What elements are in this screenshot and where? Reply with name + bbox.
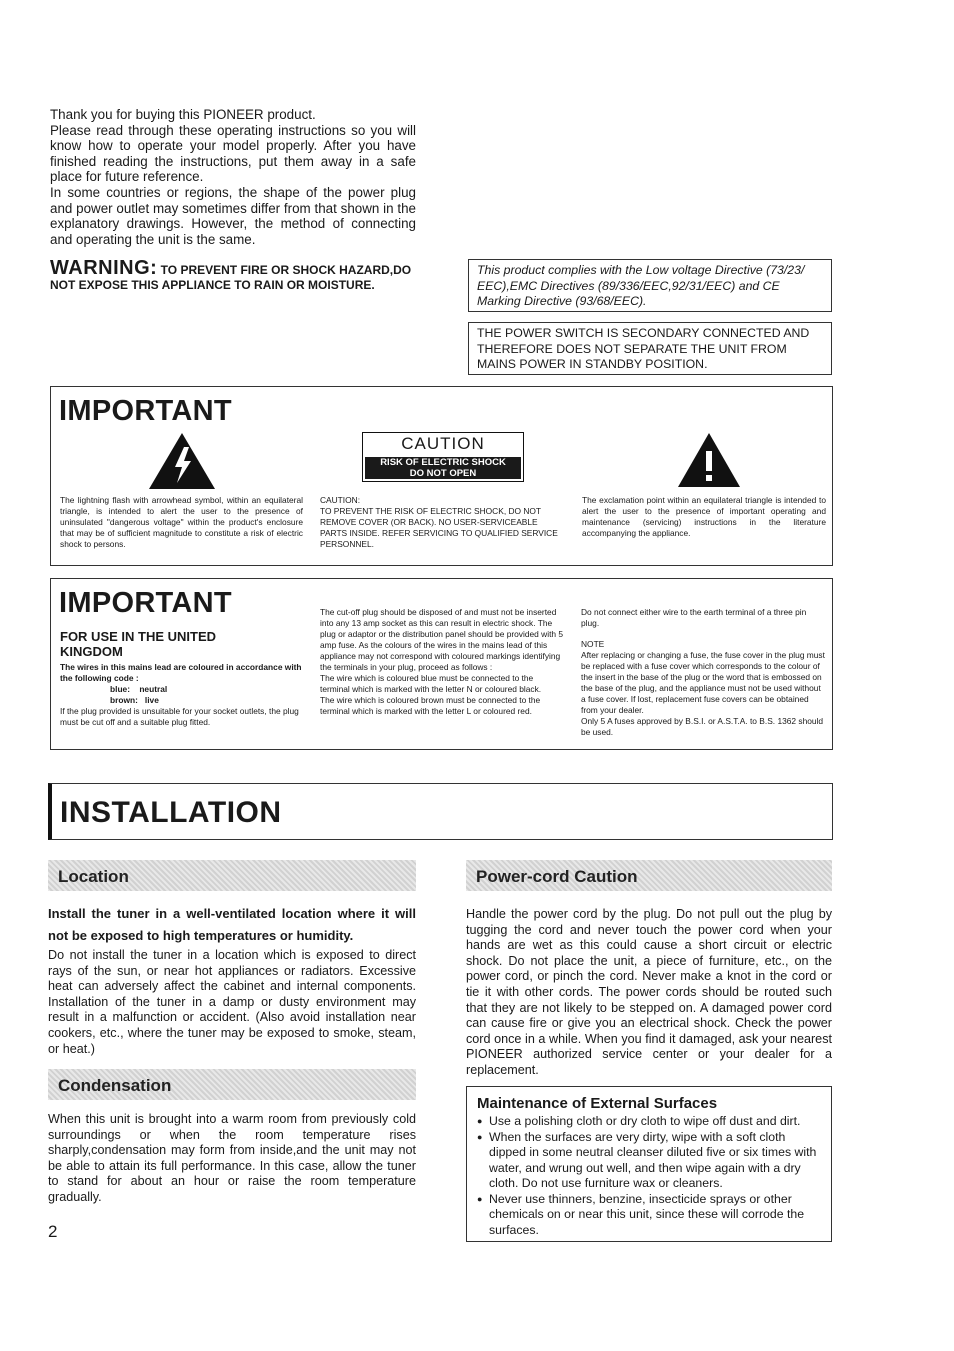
plug-unsuitable-text: If the plug provided is unsuitable for your socket outlets, the plug must be cut off and a suitable plug fitted. (60, 706, 299, 727)
brown-wire-text: The wire which is coloured brown must be connected to the terminal which is marked with the letter L or coloured red. (320, 695, 541, 716)
important-title: IMPORTANT (59, 395, 232, 427)
maintenance-box (466, 1086, 832, 1242)
intro-text (50, 107, 416, 247)
condensation-heading: Condensation (48, 1069, 416, 1100)
exclamation-description: The exclamation point within an equilateral triangle is intended to alert the user to the presence of important operating and maintenance (servicing) instructions in the literature accompanying the appliance. (582, 495, 826, 538)
power-cord-heading: Power-cord Caution (466, 860, 832, 891)
caution-label-box (362, 432, 524, 482)
lightning-description: The lightning flash with arrowhead symbol, within an equilateral triangle, is intended to alert the user to the presence of uninsulated "dangerous voltage" within the product's enclosure that may be of sufficient magnitude to constitute a risk of electric shock to persons. (60, 495, 303, 549)
directive-notice: This product complies with the Low voltage Directive (73/23/ EEC),EMC Directives (89/336/EEC,92/31/EEC) and CE Marking Directive (93/68/EEC). (468, 259, 832, 312)
maintenance-list (477, 1114, 821, 1238)
warning-heading: WARNING: (50, 257, 158, 279)
condensation-text: When this unit is brought into a warm room from previously cold surroundings or when the room temperature rises sharply,condensation may form from inside,and the unit may not be able to attain its full performance. In this case, allow the tuner to stand for about an hour or raise the room temperature gradually. (48, 1112, 416, 1204)
cut-off-plug-text: The cut-off plug should be disposed of and must not be inserted into any 13 amp socket as this can result in electric shock. The plug or adaptor or the distribution panel should be provided with 5 amp fuse. As the colours of the wires in the mains lead of this appliance may not correspond with coloured markings identifying the terminals in your plug, proceed as follows : (320, 607, 564, 672)
exclamation-warning-icon (676, 431, 742, 489)
intro-paragraph: In some countries or regions, the shape of the power plug and power outlet may sometimes differ from that shown in the explanatory drawings. However, the method of connecting and operating the unit is the same. (50, 184, 416, 247)
intro-paragraph: Please read through these operating instructions so you will know how to operate your model properly. After you have finished reading the instructions, put them away in a safe place for future reference. (50, 122, 416, 185)
location-bold-text: Install the tuner in a well-ventilated location where it will not be exposed to high temperatures or humidity. (48, 906, 416, 943)
important-uk-panel (50, 578, 833, 750)
installation-header (48, 783, 833, 840)
warning-text: TO PREVENT FIRE OR SHOCK HAZARD,DO NOT EXPOSE THIS APPLIANCE TO RAIN OR MOISTURE. (50, 263, 412, 292)
blue-wire-text: The wire which is coloured blue must be connected to the terminal which is marked with the letter N or coloured black. (320, 673, 542, 694)
note-label: NOTE (581, 639, 605, 649)
wire-brown: brown: live (110, 695, 159, 705)
maintenance-heading: Maintenance of External Surfaces (477, 1095, 718, 1112)
uk-subtitle: FOR USE IN THE UNITED KINGDOM (60, 629, 217, 659)
installation-title: INSTALLATION (60, 796, 282, 829)
caution-description: TO PREVENT THE RISK OF ELECTRIC SHOCK, DO NOT REMOVE COVER (OR BACK). NO USER-SERVICEABLE PARTS INSIDE. REFER SERVICING TO QUALIFIED SERVICE PERSONNEL. (320, 506, 558, 549)
power-cord-text: Handle the power cord by the plug. Do not pull out the plug by tugging the cord and never touch the power cord when your hands are wet as this could cause a short circuit or electric shock. Do not place the unit, a piece of furniture, etc., on the power cord, or pinch the cord. Never make a knot in the cord or tie it with other cords. The power cords should be routed such that they are not likely to be stepped on. A damaged power cord can cause fire or give you an electrical shock. Check the power cord once in a while. When you find it damaged, ask your nearest PIONEER authorized service center or your dealer for a replacement. (466, 907, 832, 1077)
uk-fuse-column (581, 607, 826, 738)
list-item: ● When the surfaces are very dirty, wipe with a soft cloth dipped in some neutral cleanser diluted five or six times with water, and wrung out well, and then wipe again with a dry cloth. Do not use furniture wax or cleaners. (477, 1130, 821, 1192)
uk-wiring-column (60, 662, 305, 728)
wires-intro: The wires in this mains lead are coloured in accordance with the following code : (60, 662, 302, 683)
warning-block (50, 257, 420, 293)
fuse-cover-text: After replacing or changing a fuse, the fuse cover in the plug must be replaced with a fuse cover which corresponds to the colour of the insert in the base of the plug or the word that is embossed on the base of the plug, and the appliance must not be used without a fuse cover. If lost, replacement fuse covers can be obtained from your dealer. (581, 650, 825, 715)
list-item: ● Never use thinners, benzine, insecticide sprays or other chemicals on or near this unit, since these will corrode the surfaces. (477, 1192, 821, 1239)
list-item: ● Use a polishing cloth or dry cloth to wipe off dust and dirt. (477, 1114, 821, 1130)
earth-terminal-text: Do not connect either wire to the earth terminal of a three pin plug. (581, 607, 807, 628)
caution-bar-line: DO NOT OPEN (409, 468, 477, 479)
wire-blue: blue: neutral (110, 684, 168, 694)
page-number: 2 (48, 1222, 58, 1241)
uk-plug-column (320, 607, 565, 717)
lightning-warning-icon (147, 431, 217, 491)
intro-paragraph: Thank you for buying this PIONEER product. (50, 107, 316, 122)
location-heading: Location (48, 860, 416, 891)
location-text: Do not install the tuner in a location which is exposed to direct rays of the sun, or near hot appliances or radiators. Excessive heat can adversely affect the cabinet and internal components. Installation of the tuner in a damp or dusty environment may result in a malfunction or accident. (Also avoid installation near cookers, etc., where the tuner may be exposed to smoke, steam, or heat.) (48, 948, 416, 1056)
fuse-approval-text: Only 5 A fuses approved by B.S.I. or A.S.T.A. to B.S. 1362 should be used. (581, 716, 824, 737)
caution-heading: CAUTION (401, 434, 485, 453)
important-title: IMPORTANT (59, 587, 232, 619)
caution-bar-line: RISK OF ELECTRIC SHOCK (380, 457, 506, 468)
caution-label: CAUTION: (320, 495, 361, 505)
caution-bar (365, 457, 521, 479)
power-switch-notice: THE POWER SWITCH IS SECONDARY CONNECTED AND THEREFORE DOES NOT SEPARATE THE UNIT FROM MAINS POWER IN STANDBY POSITION. (468, 322, 832, 375)
caution-text-block (320, 495, 566, 550)
